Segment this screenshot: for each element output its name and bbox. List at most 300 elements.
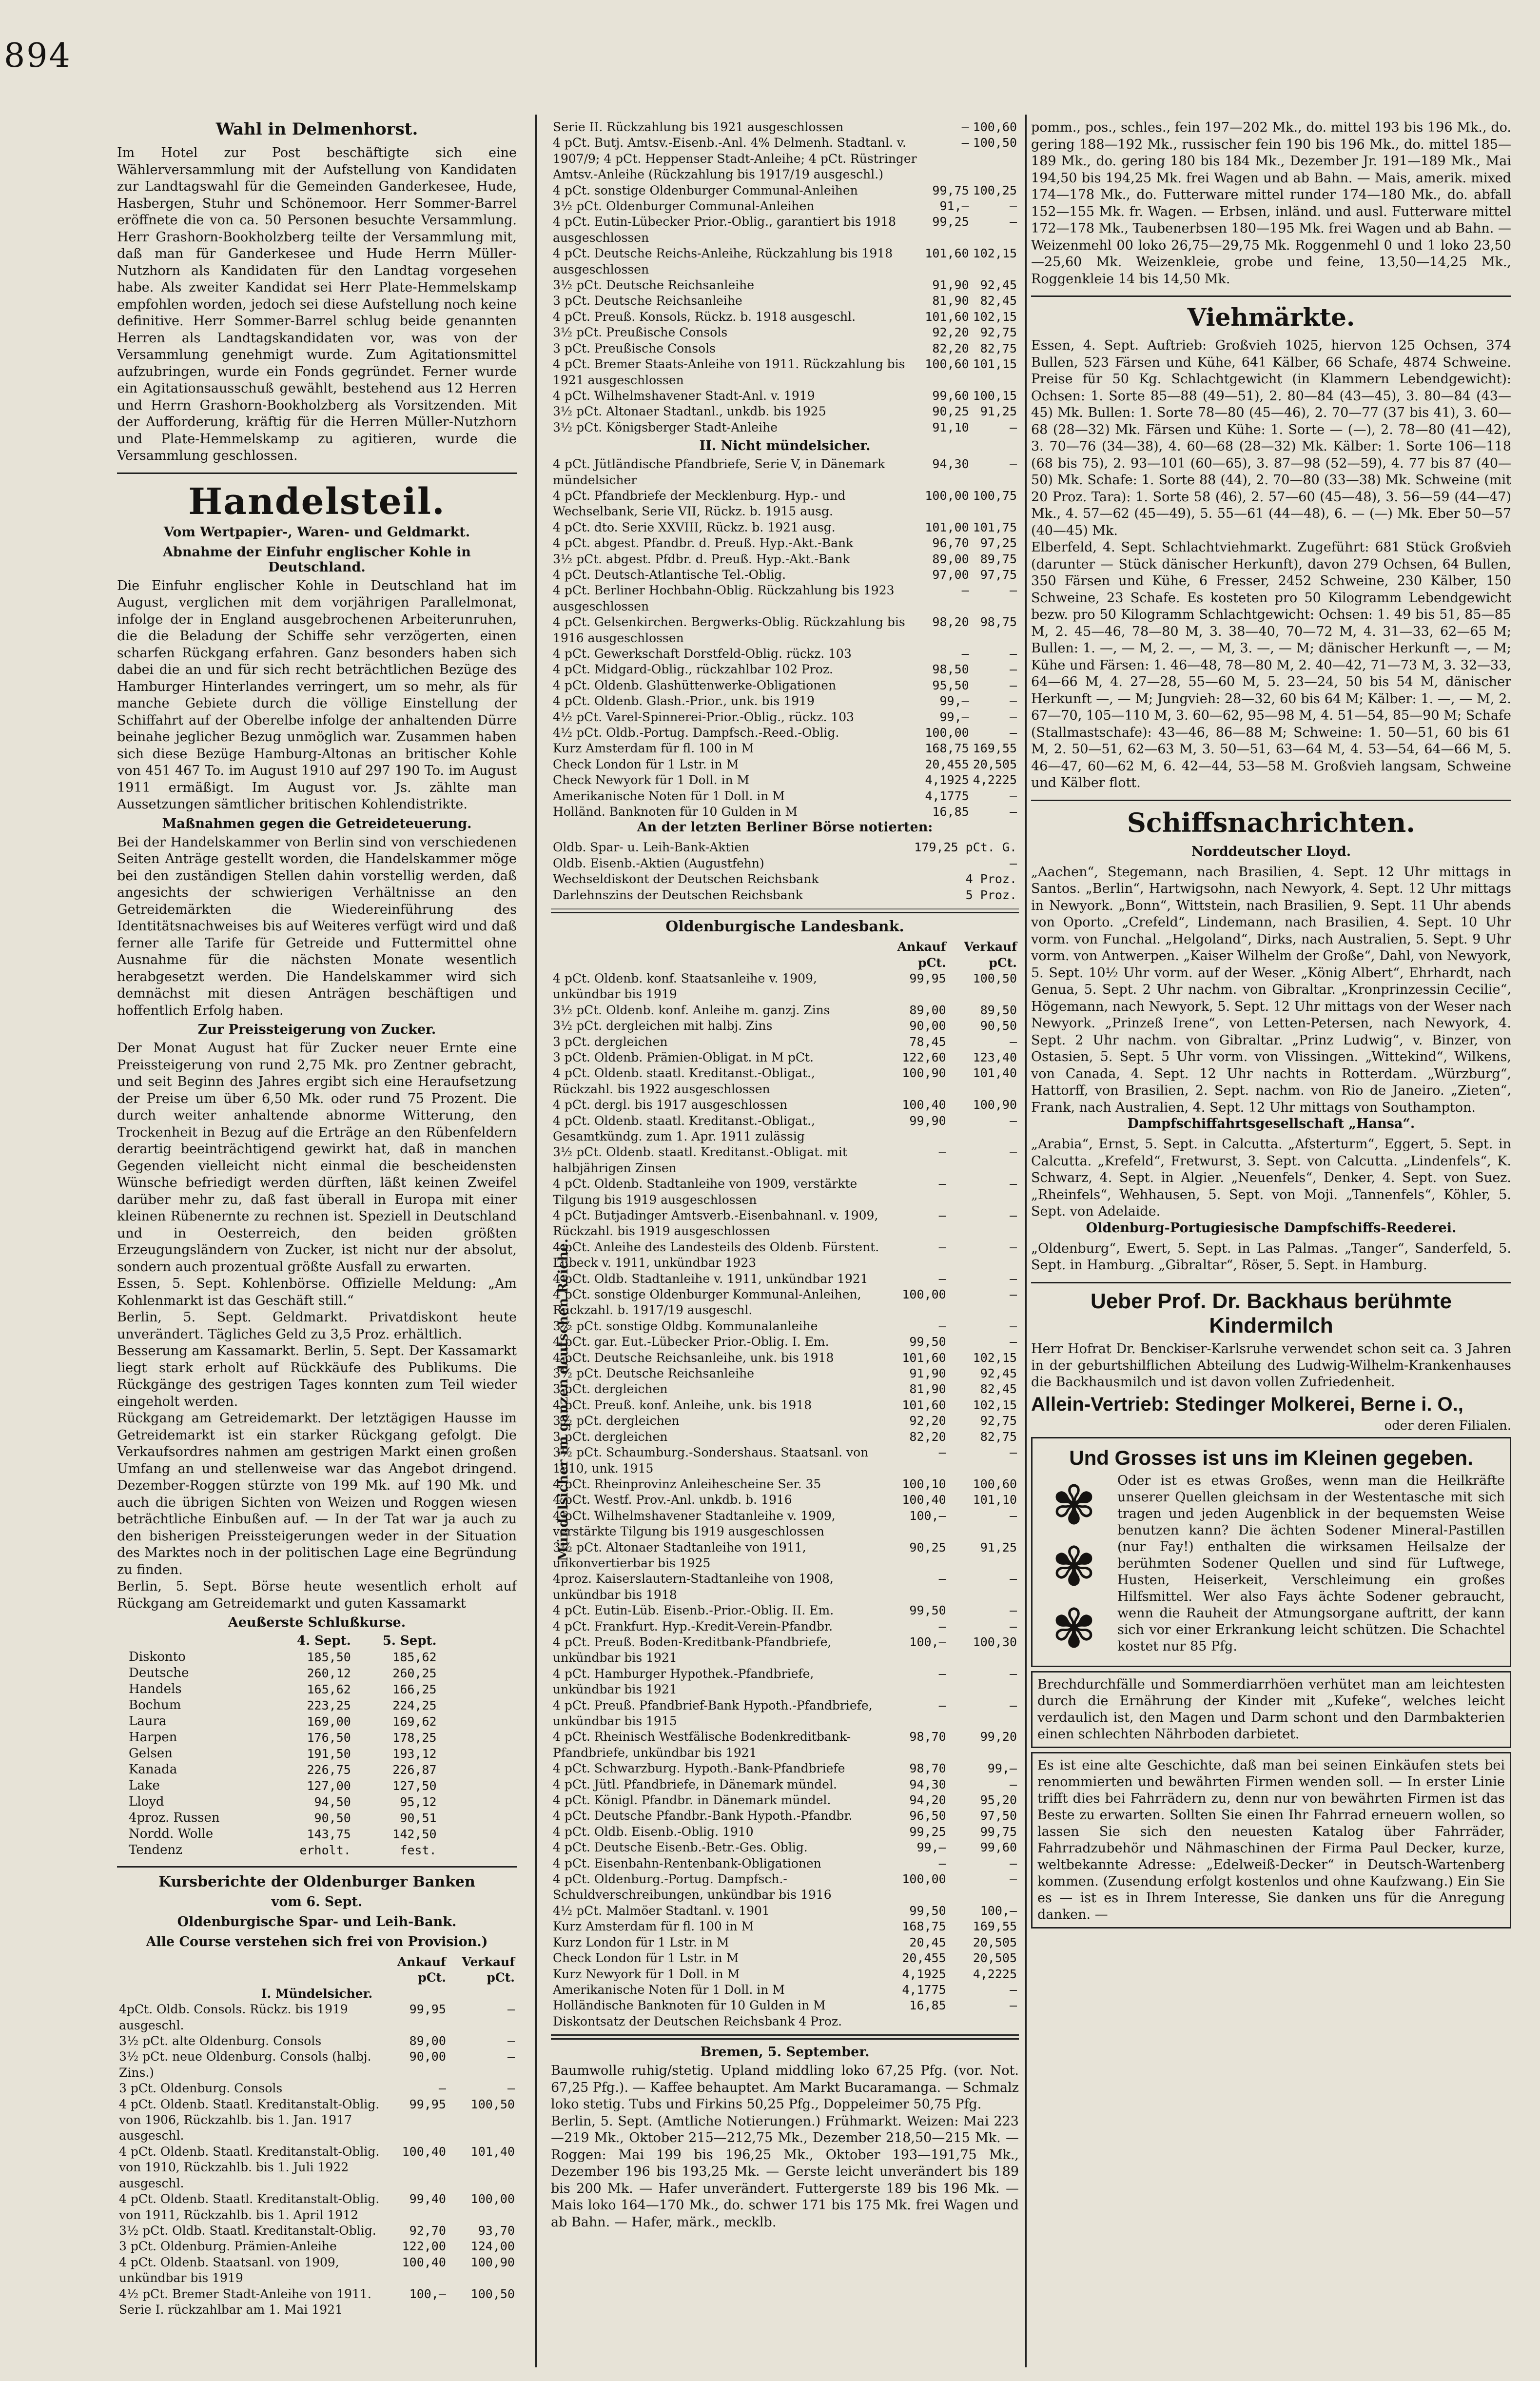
bond-row (551, 2014, 1019, 2029)
row-value: 90,25 (909, 1540, 946, 1555)
row-value: 20,455 (902, 1951, 946, 1966)
row-label: 4 pCt. Deutsche Reichs-Anleihe, Rückzahlung bis 1918 ausgeschlossen (553, 246, 893, 276)
bond-row (551, 804, 1019, 820)
row-value: — (1009, 583, 1017, 598)
row-value: 185,62 (392, 1650, 437, 1664)
row-label: Check London für 1 Lstr. in M (553, 757, 739, 771)
row-value: 82,45 (980, 1382, 1017, 1397)
row-value: 100,15 (973, 388, 1017, 403)
row-value: 89,00 (932, 551, 969, 566)
row-value: — (961, 136, 969, 150)
row-label: 4 pCt. Berliner Hochbahn-Oblig. Rückzahlung bis 1923 ausgeschlossen (553, 583, 895, 613)
kurse-row (127, 1810, 439, 1826)
bond-row (551, 1634, 1019, 1666)
report-kassamarkt: Besserung am Kassamarkt. Berlin, 5. Sept. Der Kassamarkt liegt stark erholt auf Rückkäufe des Publikums. Die Rückgänge des gestrigen Tages konnten zum Teil wieder eingeholt werden. (117, 1343, 517, 1409)
section-title-handelsteil: Handelsteil. (188, 480, 446, 523)
row-value: 168,75 (902, 1919, 946, 1934)
report-berlin-produkte: Berlin, 5. Sept. (Amtliche Notierungen.) Frühmarkt. Weizen: Mai 223—219 Mk., Oktober 215—212,75 Mk., Dezember 218,50—215 Mk. — Roggen: Mai 199 bis 196,25 Mk., Oktober 193—191,75 Mk., Dezember 196 bis 193,25 Mk. — Gerste leicht unverändert bis 189 bis 200 Mk. — Hafer unverändert. Futtergerste 189 bis 196 Mk. — Mais loko 164—170 Mk., do. schwer 171 bis 175 Mk. frei Wagen und ab Bahn. — Hafer, märk., mecklb. (551, 2113, 1019, 2230)
schiff-subtitle: Norddeutscher Lloyd. (1191, 844, 1351, 859)
row-label: 4½ pCt. Varel-Spinnerei-Prior.-Oblig., rückz. 103 (553, 709, 855, 724)
row-value: 100,40 (402, 2144, 446, 2159)
row-value: 95,12 (400, 1795, 437, 1809)
bond-row (551, 1729, 1019, 1761)
row-value: 20,505 (973, 757, 1017, 771)
row-value: 101,60 (902, 1397, 946, 1412)
row-label: Deutsche (129, 1666, 189, 1680)
bond-row (551, 693, 1019, 709)
row-value: — (1009, 1666, 1017, 1681)
row-value: 94,50 (314, 1795, 351, 1809)
bond-row (117, 2286, 517, 2318)
kurse-row (127, 1681, 439, 1697)
row-value: — (1009, 1145, 1017, 1160)
column-rule (1025, 115, 1027, 2367)
article-title-wahl: Wahl in Delmenhorst. (215, 119, 418, 139)
table-bonds-top (551, 119, 1019, 435)
row-label: 3½ pCt. Oldenb. staatl. Kreditanst.-Obligat. mit halbjährigen Zinsen (553, 1145, 847, 1175)
row-value: 168,75 (925, 741, 969, 756)
row-label: 3½ pCt. Schaumburg.-Sondershaus. Staatsanl. von 1910, unk. 1915 (553, 1445, 869, 1476)
bond-row (551, 1950, 1019, 1966)
row-value: 96,70 (932, 536, 969, 551)
row-label: 3 pCt. Oldenburg. Prämien-Anleihe (119, 2239, 337, 2254)
article-title-zucker: Zur Preissteigerung von Zucker. (197, 1022, 436, 1037)
column-3 (1031, 119, 1511, 2367)
report-schiff-lloyd: „Aachen“, Stegemann, nach Brasilien, 4. Sept. 12 Uhr mittags in Santos. „Berlin“, Hartwigsohn, nach Newyork, 4. Sept. 12 Uhr mittags in Newyork. „Bonn“, Wittstein, nach Brasilien, 9. Sept. 11 Uhr abends von Oporto. „Crefeld“, Lindemann, nach Brasilien, 4. Sept. 10 Uhr vorm. von Funchal. „Helgoland“, Dirks, nach Australien, 5. Sept. 9 Uhr vorm. von Antwerpen. „Kaiser Wilhelm der Große“, Dahl, von Newyork, 5. Sept. 10½ Uhr vorm. auf der Weser. „König Albert“, Ehrhardt, nach Genua, 5. Sept. 2 Uhr nachm. von Gibraltar. „Kronprinzessin Cecilie“, Högemann, nach Newyork, 5. Sept. 12 Uhr mittags von der Weser nach Newyork. „Prinzeß Irene“, von Letten-Petersen, nach Newyork, 4. Sept. 2 Uhr nachm. von Gibraltar. „Prinz Ludwig“, v. Binzer, von Ostasien, 5. Sept. 5 Uhr vorm. von Vlissingen. „Wittekind“, Wilkens, von Canada, 4. Sept. 12 Uhr nachts in Rotterdam. „Würzburg“, Hattorff, von Brasilien, 2. Sept. nachm. von Rio de Janeiro. „Zieten“, Frank, nach Australien, 4. Sept. 12 Uhr mittags von Southampton. (1031, 864, 1511, 1115)
row-value: 143,75 (307, 1827, 351, 1841)
row-value: 176,50 (307, 1731, 351, 1745)
row-value: 100,00 (925, 726, 969, 740)
row-value: — (1009, 1318, 1017, 1333)
row-value: 16,85 (909, 1998, 946, 2013)
row-value: 100,— (909, 1634, 946, 1649)
row-value: 99,95 (909, 971, 946, 985)
row-value: 100,60 (925, 357, 969, 372)
kurse-row (127, 1762, 439, 1778)
row-value: 99,25 (909, 1824, 946, 1839)
row-value: 90,50 (314, 1811, 351, 1825)
berlin-row (551, 840, 1019, 855)
bond-row (117, 2002, 517, 2033)
row-value: 101,00 (925, 520, 969, 534)
bond-row (551, 1034, 1019, 1050)
bond-row (551, 1808, 1019, 1824)
row-label: 3½ pCt. Oldb. Staatl. Kreditanstalt-Oblig. (119, 2223, 376, 2238)
row-label: 3 pCt. Preußische Consols (553, 341, 716, 355)
row-label: 4 pCt. Königl. Pfandbr. in Dänemark mündel. (553, 1793, 831, 1808)
bond-row (551, 551, 1019, 567)
row-value: 20,505 (973, 1951, 1017, 1966)
row-label: 4 pCt. Hamburger Hypothek.-Pfandbriefe, unkündbar bis 1921 (553, 1666, 814, 1697)
bond-row (117, 2049, 517, 2081)
row-value: 98,20 (932, 615, 969, 630)
row-label: 4 pCt. Oldenb. staatl. Kreditanst.-Obligat., Gesamtkündg. zum 1. Apr. 1911 zulässig (553, 1113, 815, 1143)
row-value: 100,50 (470, 2097, 515, 2111)
row-label: 3½ pCt. Königsberger Stadt-Anleihe (553, 420, 778, 434)
row-value: 92,20 (909, 1414, 946, 1428)
schiff-hansa-title: Dampfschiffahrtsgesellschaft „Hansa“. (1127, 1116, 1415, 1131)
bond-row (551, 1176, 1019, 1208)
bond-row (551, 646, 1019, 662)
report-berlin-boerse: Berlin, 5. Sept. Börse heute wesentlich erholt auf Rückgang am Getreidemarkt und guten Kassamarkt (117, 1579, 517, 1611)
bond-row (551, 246, 1019, 277)
article-text-getreide: Bei der Handelskammer von Berlin sind von verschiedenen Seiten Anträge gestellt worden, die Handelskammer möge bei den zuständigen Stellen dahin vorstellig werden, daß angesichts der schwierigen Verhältnisse an den Getreidemärkten die Wiedereinführung des Identitätsnachweises bis auf Weiteres verfügt wird und daß ferner alle Tarife für Getreide und Futtermittel ohne Ausnahme für die nächsten Monate wesentlich herabgesetzt werden. Die Handelskammer wird sich demnächst mit diesen Anträgen beschäftigen und hoffentlich Erfolg haben. (117, 834, 517, 1018)
section-title-viehmaerkte: Viehmärkte. (1187, 303, 1355, 332)
kurse-row (127, 1746, 439, 1762)
bond-row (551, 1967, 1019, 1982)
bond-row (551, 277, 1019, 293)
report-berlin-geld: Berlin, 5. Sept. Geldmarkt. Privatdiskont heute unverändert. Tägliches Geld zu 3,5 Proz. erhältlich. (117, 1310, 517, 1342)
row-label: 4pCt. Oldb. Consols. Rückz. bis 1919 ausgeschl. (119, 2002, 348, 2032)
decorative-flower-icon: ✾ ✾ ✾ (1051, 1474, 1097, 1660)
row-label: 4 pCt. gar. Eut.-Lübecker Prior.-Oblig. I. Em. (553, 1335, 829, 1349)
row-value: 82,75 (980, 341, 1017, 355)
row-value: 122,60 (902, 1050, 946, 1064)
provision-note: Alle Course verstehen sich frei von Provision.) (146, 1934, 488, 1949)
row-label: 4 pCt. Oldenb. staatl. Kreditanst.-Obligat., Rückzahl. bis 1922 ausgeschlossen (553, 1066, 815, 1096)
row-value: 89,75 (980, 551, 1017, 566)
row-value: 224,25 (392, 1698, 437, 1712)
row-value: 100,00 (902, 1287, 946, 1302)
bond-row (117, 2191, 517, 2223)
bond-row (117, 2223, 517, 2239)
row-value: 193,12 (392, 1747, 437, 1761)
row-value: — (1009, 457, 1017, 472)
row-value: 102,15 (973, 1350, 1017, 1365)
row-label: 3½ pCt. sonstige Oldbg. Kommunalanleihe (553, 1318, 818, 1333)
article-text-wahl: Im Hotel zur Post beschäftigte sich eine Wählerversammlung mit der Aufstellung von Kandidaten zur Landtagswahl für die Gemeinden Ganderkesee, Hude, Hasbergen, Stuhr und Schönemoor. Herr Sommer-Barrel eröffnete die von ca. 50 Personen besuchte Versammlung. Herr Grashorn-Bookholzberg teilte der Versammlung mit, daß man für Ganderkesee und Hude Herrn Müller-Nutzhorn als Kandidaten für den Landtag vorgesehen habe. Als zweiter Kandidat sei Herr Plate-Hemmelskamp empfohlen worden, jedoch sei diese Aufstellung noch keine definitive. Herr Sommer-Barrel schlug beide genannten Herren als Landtagskandidaten vor, was von der Versammlung genehmigt wurde. Zum Agitationsmittel aufzubringen, wurde ein Fonds gegründet. Ferner wurde ein Agitationsausschuß gewählt, bestehend aus 12 Herren und Herrn Grashorn-Bookholzberg als Vorsitzenden. Mit der Aufforderung, kräftig für die Herren Müller-Nutzhorn und Plate-Hemmelskamp zu agitieren, wurde die Versammlung geschlossen. (117, 145, 517, 463)
row-value: — (961, 120, 969, 134)
row-value: 4,1925 (902, 1967, 946, 1981)
row-label: 4 pCt. Eutin-Lüb. Eisenb.-Prior.-Oblig. II. Em. (553, 1603, 834, 1618)
row-label: Lake (129, 1778, 160, 1793)
row-value: fest. (400, 1843, 437, 1857)
kurse-row (127, 1730, 439, 1746)
row-value: — (1009, 420, 1017, 434)
row-value: — (1009, 788, 1017, 803)
row-value: 100,90 (470, 2255, 515, 2269)
bond-row (551, 1413, 1019, 1429)
column-header (127, 1633, 267, 1649)
row-value: — (1009, 1508, 1017, 1523)
row-value: 89,00 (409, 2034, 446, 2048)
bond-row (117, 2033, 517, 2049)
bond-row (551, 135, 1019, 182)
kurse-row (127, 1697, 439, 1713)
row-label: 3½ pCt. dergleichen mit halbj. Zins (553, 1019, 773, 1033)
row-value: 223,25 (307, 1698, 351, 1712)
column-header: 5. Sept. (382, 1633, 437, 1648)
row-value: — (1009, 215, 1017, 229)
row-value: 100,40 (902, 1493, 946, 1507)
row-value: 101,60 (925, 309, 969, 324)
row-label: Tendenz (129, 1843, 182, 1857)
ad-fahrrad-text: Es ist eine alte Geschichte, daß man bei seinen Einkäufen stets bei renommierten und bewährten Firmen wenden soll. — In erster Linie trifft dies bei Fahrrädern zu, denn nur von bewährten Firmen ist das Beste zu erwarten. Sollten Sie einen Ihr Fahrrad erneuern wollen, so lassen Sie sich den neuesten Katalog über Fahrräder, Fahrradzubehör und Nähmaschinen der Firma Paul Decker, kurze, weltbekannte Adresse: „Edelweiß-Decker“ in Deutsch-Wartenberg kommen. (Zusendung erfolgt kostenlos und ohne Kaufzwang.) Ein Sie es — ist es in Ihrem Interesse, Sie danken uns für die Anregung danken. — (1037, 1757, 1505, 1922)
bond-row (551, 1571, 1019, 1603)
row-label: Oldb. Eisenb.-Aktien (Augustfehn) (553, 856, 764, 870)
bond-row (551, 214, 1019, 246)
row-value: 4 Proz. (965, 872, 1017, 886)
row-value: 78,45 (909, 1034, 946, 1049)
row-value: 100,60 (973, 1476, 1017, 1491)
row-value: — (1009, 1445, 1017, 1460)
landesbank-side-label: Mündelsicher im ganzen deutschen Reiche. (556, 1239, 571, 1561)
report-bremen-title: Bremen, 5. September. (700, 2045, 870, 2060)
row-value: 100,10 (902, 1476, 946, 1491)
row-value: — (1009, 1777, 1017, 1791)
row-label: 4proz. Kaiserslautern-Stadtanleihe von 1908, unkündbar bis 1918 (553, 1572, 834, 1602)
row-label: 4 pCt. sonstige Oldenburger Kommunal-Anleihen, Rückzahl. b. 1917/19 ausgeschl. (553, 1287, 861, 1318)
row-value: 127,50 (392, 1779, 437, 1793)
column-header: Verkauf pCt. (462, 1955, 515, 1985)
kurse-row (127, 1826, 439, 1842)
report-vieh-elberfeld: Elberfeld, 4. Sept. Schlachtviehmarkt. Zugeführt: 681 Stück Großvieh (darunter — Stück dänischer Herkunft), davon 279 Ochsen, 64 Bullen, 350 Färsen und Kühe, 6 Fresser, 2452 Schweine, 230 Kälber, 150 Schweine, 23 Schafe. Es kosteten pro 50 Kilogramm Lebendgewicht bezw. pro 50 Kilogramm Schlachtgewicht: Ochsen: 1. 49 bis 51, 85—85 M, 2. 45—46, 78—80 M, 3. 38—40, 70—72 M, 4. 31—33, 62—65 M; Bullen: 1. —, — M, 2. —, — M, 3. —, — M; dänischer Herkunft —, — M; Kühe und Färsen: 1. 46—48, 78—80 M, 2. 40—42, 71—73 M, 3. 32—33, 64—66 M, 4. 27—28, 55—60 M, 5. 23—24, 50 bis 54 M, dänischer Herkunft —, — M; Jungvieh: 28—32, 60 bis 64 M; Kälber: 1. —, — M, 2. 67—70, 105—110 M, 3. 60—62, 95—98 M, 4. 51—54, 85—90 M; Schafe (Stallmastschafe): 43—46, 86—88 M; Schweine: 1. 50—51, 60 bis 61 M, 2. 50—51, 62—63 M, 3. 50—51, 63—64 M, 4. 53—54, 64—66 M, 5. 46—47, 60—62 M, 6. 42—44, 53—58 M. Großvieh langsam, Schweine und Kälber flott. (1031, 540, 1511, 790)
bond-row (551, 183, 1019, 198)
article-text-kohle: Die Einfuhr englischer Kohle in Deutschland hat im August, verglichen mit dem vorjährigen Parallelmonat, infolge der in England ausgebrochenen Arbeiterunruhen, die die Beladung der Schiffe sehr verzögerten, einen scharfen Rückgang erfahren. Ganz besonders haben sich dabei die an und für sich recht beträchtlichen Bezüge des Hamburger Hinterlandes verringert, um so mehr, als für manche Gebiete durch die völlige Einstellung der Schiffahrt auf der Oberelbe infolge der anhaltenden Dürre beinahe jeglicher Bezug unmöglich war. Zusammen haben sich diese Bezüge Hamburg-Altonas an britischer Kohle von 451 467 To. im August 1910 auf 297 190 To. im August 1911 ermäßigt. Im August vor. Js. zählte man Aussetzungen sämtlicher britischen Kohlendistrikte. (117, 578, 517, 812)
row-label: Lloyd (129, 1794, 164, 1809)
row-value: 89,00 (909, 1003, 946, 1017)
row-value: 4,1775 (902, 1982, 946, 1997)
column-header: Ankauf pCt. (897, 940, 946, 970)
bond-row (551, 1240, 1019, 1271)
section-muendelsicher: I. Mündelsicher. (261, 1986, 373, 2001)
row-value: — (938, 1666, 946, 1681)
row-value: 169,00 (307, 1714, 351, 1729)
row-value: — (938, 1572, 946, 1586)
bond-row (551, 404, 1019, 419)
row-label: Kurz Amsterdam für fl. 100 in M (553, 1919, 754, 1934)
bond-row (551, 709, 1019, 725)
bond-row (551, 971, 1019, 1003)
row-label: Laura (129, 1714, 167, 1729)
ad-kindermilch-text: Herr Hofrat Dr. Benckiser-Karlsruhe verwendet schon seit ca. 3 Jahren in der geburtshilflichen Abteilung des Ludwig-Wilhelm-Krankenhauses die Backhausmilch und ist davon vollen Zufriedenheit. (1031, 1341, 1511, 1390)
row-label: 4 pCt. Oldenb. konf. Staatsanleihe v. 1909, unkündbar bis 1919 (553, 971, 817, 1002)
bond-row (551, 1824, 1019, 1840)
row-value: 169,62 (392, 1714, 437, 1729)
row-label: 4 pCt. Eutin-Lübecker Prior.-Oblig., garantiert bis 1918 ausgeschlossen (553, 215, 897, 245)
bond-row (117, 2097, 517, 2144)
row-label: 4 pCt. Anleihe des Landesteils des Oldenb. Fürstent. Lübeck v. 1911, unkündbar 1923 (553, 1240, 879, 1270)
row-value: 82,75 (980, 1429, 1017, 1444)
row-label: 4 pCt. abgest. Pfandbr. d. Preuß. Hyp.-Akt.-Bank (553, 536, 854, 551)
row-value: — (1009, 1856, 1017, 1870)
row-label: 4 pCt. Rheinisch Westfälische Bodenkreditbank-Pfandbriefe, unkündbar bis 1921 (553, 1730, 851, 1760)
row-value: 179,25 pCt. G. (914, 840, 1017, 855)
row-value: 99,95 (409, 2097, 446, 2111)
row-value: 95,20 (980, 1793, 1017, 1808)
kurse-row (127, 1649, 439, 1665)
bond-row (551, 1619, 1019, 1634)
row-value: 94,30 (932, 457, 969, 472)
row-value: — (938, 1619, 946, 1633)
row-value: 100,00 (470, 2192, 515, 2206)
row-value: 97,50 (980, 1809, 1017, 1823)
section-title-landesbank: Oldenburgische Landesbank. (665, 918, 904, 936)
kurse-row (127, 1713, 439, 1730)
row-value: 124,00 (470, 2239, 515, 2254)
row-label: Gelsen (129, 1746, 173, 1761)
row-value: 191,50 (307, 1747, 351, 1761)
row-label: 4½ pCt. Oldb.-Portug. Dampfsch.-Reed.-Oblig. (553, 726, 839, 740)
row-label: 4 pCt. Eisenbahn-Rentenbank-Obligationen (553, 1856, 821, 1870)
bond-row (551, 1903, 1019, 1919)
section-subtitle: Vom Wertpapier-, Waren- und Geldmarkt. (163, 524, 470, 540)
row-value: 100,— (409, 2286, 446, 2301)
section-title-kursberichte: Kursberichte der Oldenburger Banken (158, 1873, 475, 1890)
row-label: 4 pCt. dto. Serie XXVIII, Rückz. b. 1921 ausg. (553, 520, 836, 534)
column-rule (535, 115, 537, 2367)
kurse-row (127, 1665, 439, 1681)
row-value: 4,2225 (973, 773, 1017, 787)
row-value: 185,50 (307, 1650, 351, 1664)
bond-row (551, 1508, 1019, 1540)
row-value: 4,2225 (973, 1967, 1017, 1981)
row-value: 92,75 (980, 1414, 1017, 1428)
row-value: 99,90 (909, 1113, 946, 1128)
row-label: Holländ. Banknoten für 10 Gulden in M (553, 805, 798, 819)
row-label: 4½ pCt. Malmöer Stadtanl. v. 1901 (553, 1903, 770, 1918)
row-value: 165,62 (307, 1682, 351, 1696)
divider (117, 1866, 517, 1868)
row-label: 4 pCt. Oldenb. Staatl. Kreditanstalt-Oblig. von 1911, Rückzahlb. bis 1. April 1912 (119, 2192, 380, 2222)
row-value: 93,70 (478, 2223, 515, 2238)
kurse-row (127, 1842, 439, 1858)
bond-row (551, 1350, 1019, 1366)
bond-row (551, 1429, 1019, 1445)
row-label: Diskontsatz der Deutschen Reichsbank 4 Proz. (553, 2014, 842, 2028)
bond-row (551, 1065, 1019, 1097)
row-value: — (938, 1698, 946, 1712)
bond-row (551, 119, 1019, 135)
row-label: 3½ pCt. abgest. Pfdbr. d. Preuß. Hyp.-Akt.-Bank (553, 551, 850, 566)
bond-row (117, 2255, 517, 2286)
row-label: 4 pCt. Preuß. Pfandbrief-Bank Hypoth.-Pfandbriefe, unkündbar bis 1915 (553, 1698, 873, 1728)
row-label: Amerikanische Noten für 1 Doll. in M (553, 1982, 785, 1997)
row-value: 100,— (980, 1903, 1017, 1918)
bond-row (551, 1492, 1019, 1508)
row-label: Check Newyork für 1 Doll. in M (553, 773, 750, 787)
row-label: 4 pCt. Preuß. konf. Anleihe, unk. bis 1918 (553, 1397, 812, 1412)
bond-row (551, 1761, 1019, 1776)
report-getreidemarkt: Rückgang am Getreidemarkt. Der letztägigen Hausse im Getreidemarkt ist ein starker Rückgang gefolgt. Die Verkaufsordres nahmen am gestrigen Markt einen großen Umfang an und stellenweise war das Angebot dringend. Dezember-Roggen stürzte von 199 Mk. auf 190 Mk. und auch die übrigen Sichten von Weizen und Roggen wiesen beträchtliche Einbußen auf. — In der Tat war ja auch zu den bisherigen Preissteigerungen weder in der Situation des Marktes noch in der politischen Lage eine Begründung zu finden. (117, 1411, 517, 1577)
divider (1031, 1282, 1511, 1283)
row-label: 4 pCt. Deutsche Pfandbr.-Bank Hypoth.-Pfandbr. (553, 1809, 853, 1823)
row-value: 91,— (939, 199, 969, 214)
article-text-zucker: Der Monat August hat für Zucker neuer Ernte eine Preissteigerung von rund 2,75 Mk. pro Zentner gebracht, und seit Beginn des Jahres ergibt sich eine Heraufsetzung der Preise um über 6,50 Mk. oder rund 75 Prozent. Die durch weiter anhaltende abnorme Witterung, den Trockenheit in Bezug auf die Erträge an den Rübenfeldern derartig beeinträchtigend gewirkt hat, daß in manchen Gegenden vielleicht nicht einmal die bescheidensten Wünsche befriedigt werden dürften, läßt keinen Zweifel darüber mehr zu, daß fast überall in Europa mit einer kleinen Rübenernte zu rechnen ist. Speziell in Deutschland und in Oesterreich, den beiden größten Erzeugungsländern von Zucker, ist nicht nur der absolut, sondern auch prozentual größte Ausfall zu erwarten. (117, 1041, 517, 1275)
row-value: 100,25 (973, 183, 1017, 197)
row-value: 226,87 (392, 1763, 437, 1777)
ad-kindermilch-filialen: oder deren Filialen. (1384, 1418, 1511, 1433)
row-label: 4 pCt. Bremer Staats-Anleihe von 1911. Rückzahlung bis 1921 ausgeschlossen (553, 357, 905, 387)
row-label: Kurz Amsterdam für fl. 100 in M (553, 741, 754, 756)
row-label: 4 pCt. Jütl. Pfandbriefe, in Dänemark mündel. (553, 1777, 837, 1791)
row-label: 4 pCt. Deutsche Eisenb.-Betr.-Ges. Oblig. (553, 1840, 808, 1855)
row-value: 102,15 (973, 246, 1017, 261)
ad-fahrrad (1031, 1752, 1511, 1928)
page-number: 894 (4, 37, 72, 75)
row-label: Amerikanische Noten für 1 Doll. in M (553, 788, 785, 803)
row-label: 3½ pCt. Deutsche Reichsanleihe (553, 278, 755, 293)
row-label: 4 pCt. Deutsche Reichsanleihe, unk. bis 1918 (553, 1350, 834, 1365)
row-value: 16,85 (932, 805, 969, 819)
column-header (551, 939, 881, 971)
row-value: 20,455 (925, 757, 969, 771)
row-label: 4 pCt. Butjadinger Amtsverb.-Eisenbahnanl. v. 1909, Rückzahl. bis 1919 ausgeschlossen (553, 1208, 878, 1239)
row-label: Diskonto (129, 1650, 186, 1664)
bond-row (551, 1097, 1019, 1113)
berlin-row (551, 856, 1019, 871)
row-label: 3½ pCt. Altonaer Stadtanleihe von 1911, unkonvertierbar bis 1925 (553, 1540, 806, 1570)
row-value: — (1009, 1240, 1017, 1254)
bond-row (551, 420, 1019, 435)
bond-row (551, 1871, 1019, 1903)
row-value: 100,90 (902, 1066, 946, 1081)
row-label: 3 pCt. Oldenb. Prämien-Obligat. in M pCt. (553, 1050, 814, 1064)
row-label: 4½ pCt. Bremer Stadt-Anleihe von 1911. Serie I. rückzahlbar am 1. Mai 1921 (119, 2286, 371, 2317)
row-value: 101,60 (925, 246, 969, 261)
row-value: 96,50 (909, 1809, 946, 1823)
row-value: 100,90 (973, 1098, 1017, 1112)
bond-row (551, 1856, 1019, 1871)
row-value: 4,1925 (925, 773, 969, 787)
ad-soden-text: Oder ist es etwas Großes, wenn man die Heilkräfte unserer Quellen gleichsam in der Westentasche mit sich tragen und jeden Augenblick in der bequemsten Weise benutzen kann? Die ächten Sodener Mineral-Pastillen (nur Fay!) enthalten die wirksamen Heilsalze der berühmten Sodener Quellen und sind für Luftwege, Husten, Heiserkeit, Verschleimung ein großes Hilfsmittel. Wer also Fays ächte Sodener gebraucht, wenn die Rauheit der Atmungsorgane auftritt, der kann sich vor einer Erkrankung leicht schützen. Die Schachtel kostet nur 85 Pfg. (1117, 1473, 1505, 1654)
bank-name: Oldenburgische Spar- und Leih-Bank. (177, 1914, 457, 1929)
bond-row (551, 1998, 1019, 2013)
row-label: Bochum (129, 1698, 181, 1712)
row-value: 5 Proz. (965, 887, 1017, 902)
bond-row (551, 1698, 1019, 1730)
row-value: 98,75 (980, 615, 1017, 630)
row-value: — (507, 2081, 515, 2096)
report-essen: Essen, 5. Sept. Kohlenbörse. Offizielle Meldung: „Am Kohlenmarkt ist das Geschäft still.“ (117, 1276, 517, 1308)
row-value: 100,50 (973, 136, 1017, 150)
row-value: — (938, 1177, 946, 1191)
row-label: 4 pCt. Oldenb. Staatsanl. von 1909, unkündbar bis 1919 (119, 2255, 339, 2285)
row-label: 4 pCt. Oldenburg.-Portug. Dampfsch.-Schuldverschreibungen, unkündbar bis 1916 (553, 1872, 832, 1902)
row-value: 260,25 (392, 1666, 437, 1680)
row-value: 90,25 (932, 404, 969, 419)
row-label: 4 pCt. Rheinprovinz Anleihescheine Ser. 35 (553, 1476, 821, 1491)
kurse-row (127, 1778, 439, 1794)
ad-kindermilch-vertrieb: Allein-Vertrieb: Stedinger Molkerei, Berne i. O., (1031, 1393, 1463, 1415)
row-value: 99,75 (980, 1824, 1017, 1839)
divider (117, 472, 517, 474)
row-value: — (507, 2034, 515, 2048)
row-value: 91,25 (980, 404, 1017, 419)
row-value: 92,45 (980, 1366, 1017, 1381)
bond-row (551, 456, 1019, 488)
row-label: 4 pCt. Preuß. Boden-Kreditbank-Pfandbriefe, unkündbar bis 1921 (553, 1634, 832, 1665)
bond-row (551, 488, 1019, 520)
row-value: 91,90 (932, 278, 969, 293)
bond-row (551, 309, 1019, 325)
row-label: 3 pCt. Oldenburg. Consols (119, 2081, 283, 2096)
row-value: 90,51 (400, 1811, 437, 1825)
row-value: — (938, 1271, 946, 1286)
row-value: 98,70 (909, 1730, 946, 1744)
row-label: 3½ pCt. Oldenburger Communal-Anleihen (553, 199, 815, 214)
row-label: 4 pCt. Midgard-Oblig., rückzahlbar 102 Proz. (553, 662, 833, 677)
row-value: 122,00 (402, 2239, 446, 2254)
row-value: 91,10 (932, 420, 969, 434)
row-value: 99,60 (980, 1840, 1017, 1855)
row-value: — (938, 1208, 946, 1222)
row-value: — (938, 1318, 946, 1333)
row-value: 260,12 (307, 1666, 351, 1680)
row-value: 99,60 (932, 388, 969, 403)
table-oldb-bank (117, 1954, 517, 2318)
row-label: 4 pCt. Oldenb. Stadtanleihe von 1909, verstärkte Tilgung bis 1919 ausgeschlossen (553, 1177, 858, 1207)
